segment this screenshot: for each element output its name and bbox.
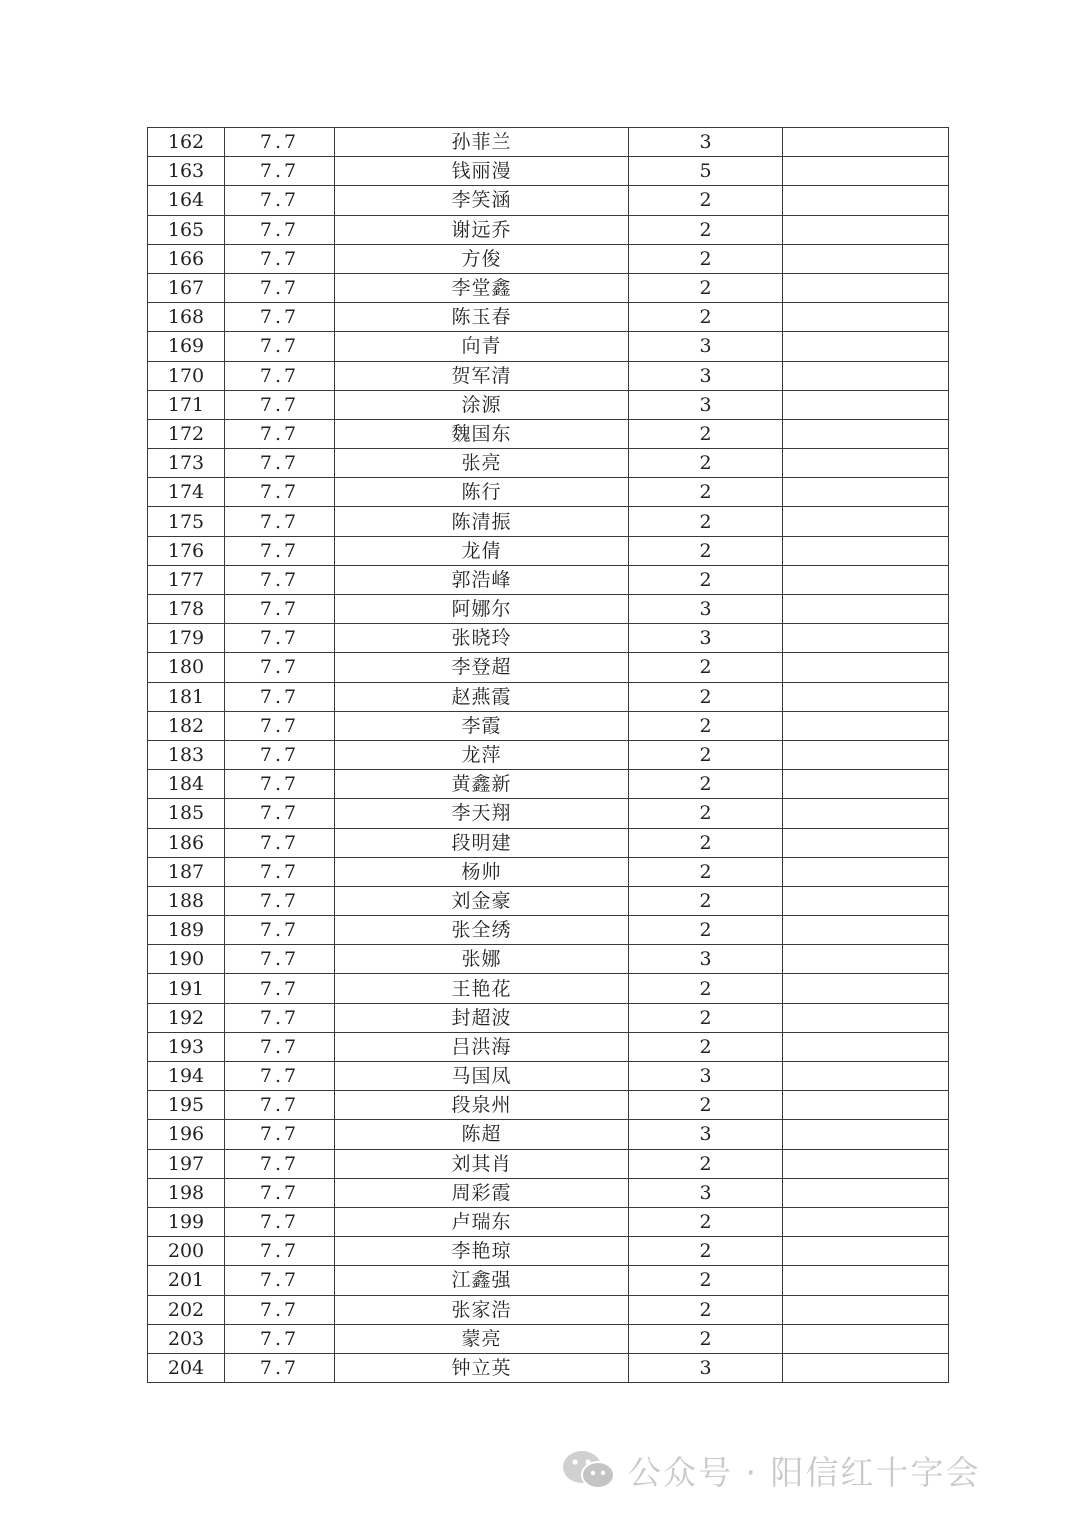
date-cell: 7.7 [225,1207,335,1236]
count-cell: 2 [629,507,783,536]
note-cell [783,565,949,594]
date-cell: 7.7 [225,536,335,565]
note-cell [783,857,949,886]
count-cell: 3 [629,1062,783,1091]
row-number-cell: 168 [148,303,225,332]
note-cell [783,1062,949,1091]
count-cell: 2 [629,1149,783,1178]
row-number-cell: 184 [148,770,225,799]
row-number-cell: 196 [148,1120,225,1149]
name-cell: 李霞 [335,711,629,740]
table-row [148,624,949,653]
count-cell: 2 [629,1207,783,1236]
table-row [148,1207,949,1236]
note-cell [783,303,949,332]
table-row [148,1120,949,1149]
date-cell: 7.7 [225,1295,335,1324]
row-number-cell: 201 [148,1266,225,1295]
name-cell: 刘其肖 [335,1149,629,1178]
count-cell: 2 [629,1003,783,1032]
row-number-cell: 185 [148,799,225,828]
name-cell: 卢瑞东 [335,1207,629,1236]
name-cell: 方俊 [335,244,629,273]
count-cell: 3 [629,945,783,974]
row-number-cell: 177 [148,565,225,594]
date-cell: 7.7 [225,478,335,507]
date-cell: 7.7 [225,740,335,769]
date-cell: 7.7 [225,1353,335,1382]
note-cell [783,1353,949,1382]
date-cell: 7.7 [225,1266,335,1295]
note-cell [783,1032,949,1061]
table-row [148,945,949,974]
note-cell [783,886,949,915]
count-cell: 2 [629,1091,783,1120]
table-row [148,1091,949,1120]
row-number-cell: 190 [148,945,225,974]
count-cell: 2 [629,1295,783,1324]
date-cell: 7.7 [225,186,335,215]
row-number-cell: 165 [148,215,225,244]
count-cell: 3 [629,624,783,653]
table-row [148,886,949,915]
note-cell [783,361,949,390]
name-cell: 贺军清 [335,361,629,390]
row-number-cell: 195 [148,1091,225,1120]
count-cell: 2 [629,886,783,915]
row-number-cell: 194 [148,1062,225,1091]
note-cell [783,945,949,974]
date-cell: 7.7 [225,624,335,653]
date-cell: 7.7 [225,799,335,828]
watermark [560,1445,980,1495]
row-number-cell: 189 [148,916,225,945]
table-row [148,974,949,1003]
note-cell [783,157,949,186]
note-cell [783,1237,949,1266]
date-cell: 7.7 [225,244,335,273]
name-cell: 周彩霞 [335,1178,629,1207]
row-number-cell: 179 [148,624,225,653]
note-cell [783,1295,949,1324]
name-cell: 李笑涵 [335,186,629,215]
name-cell: 蒙亮 [335,1324,629,1353]
name-cell: 谢远乔 [335,215,629,244]
note-cell [783,215,949,244]
table-row [148,332,949,361]
note-cell [783,916,949,945]
row-number-cell: 200 [148,1237,225,1266]
count-cell: 3 [629,332,783,361]
count-cell: 2 [629,828,783,857]
row-number-cell: 182 [148,711,225,740]
row-number-cell: 163 [148,157,225,186]
row-number-cell: 176 [148,536,225,565]
date-cell: 7.7 [225,565,335,594]
count-cell: 2 [629,857,783,886]
count-cell: 3 [629,390,783,419]
name-cell: 龙倩 [335,536,629,565]
note-cell [783,390,949,419]
table-row [148,740,949,769]
date-cell: 7.7 [225,945,335,974]
table-row [148,799,949,828]
name-cell: 江鑫强 [335,1266,629,1295]
date-cell: 7.7 [225,390,335,419]
name-cell: 陈玉春 [335,303,629,332]
table-row [148,1295,949,1324]
date-cell: 7.7 [225,1032,335,1061]
row-number-cell: 173 [148,449,225,478]
name-cell: 李堂鑫 [335,273,629,302]
name-cell: 张娜 [335,945,629,974]
name-cell: 张全绣 [335,916,629,945]
count-cell: 3 [629,1178,783,1207]
count-cell: 2 [629,1324,783,1353]
row-number-cell: 202 [148,1295,225,1324]
row-number-cell: 191 [148,974,225,1003]
count-cell: 2 [629,273,783,302]
date-cell: 7.7 [225,828,335,857]
table-row [148,857,949,886]
count-cell: 2 [629,186,783,215]
date-cell: 7.7 [225,1178,335,1207]
table-row [148,653,949,682]
date-cell: 7.7 [225,1120,335,1149]
table-row [148,507,949,536]
name-cell: 陈清振 [335,507,629,536]
date-cell: 7.7 [225,770,335,799]
table-row [148,1324,949,1353]
note-cell [783,740,949,769]
table-row [148,595,949,624]
name-cell: 李登超 [335,653,629,682]
count-cell: 2 [629,1266,783,1295]
note-cell [783,653,949,682]
table-row [148,186,949,215]
table-row [148,1178,949,1207]
count-cell: 3 [629,1353,783,1382]
row-number-cell: 197 [148,1149,225,1178]
name-cell: 张晓玲 [335,624,629,653]
table-row [148,828,949,857]
date-cell: 7.7 [225,303,335,332]
count-cell: 2 [629,770,783,799]
note-cell [783,1207,949,1236]
row-number-cell: 174 [148,478,225,507]
name-cell: 封超波 [335,1003,629,1032]
note-cell [783,770,949,799]
name-cell: 陈超 [335,1120,629,1149]
note-cell [783,595,949,624]
count-cell: 2 [629,303,783,332]
name-cell: 杨帅 [335,857,629,886]
table-row [148,1266,949,1295]
date-cell: 7.7 [225,332,335,361]
note-cell [783,507,949,536]
name-cell: 段明建 [335,828,629,857]
count-cell: 2 [629,916,783,945]
name-cell: 阿娜尔 [335,595,629,624]
row-number-cell: 180 [148,653,225,682]
table-row [148,128,949,157]
note-cell [783,1178,949,1207]
date-cell: 7.7 [225,682,335,711]
name-cell: 王艳花 [335,974,629,1003]
table-row [148,1237,949,1266]
table-row [148,1003,949,1032]
records-table-body [148,128,949,1383]
table-row [148,157,949,186]
note-cell [783,1149,949,1178]
date-cell: 7.7 [225,916,335,945]
table-row [148,682,949,711]
table-row [148,449,949,478]
date-cell: 7.7 [225,507,335,536]
date-cell: 7.7 [225,886,335,915]
table-row [148,478,949,507]
name-cell: 郭浩峰 [335,565,629,594]
row-number-cell: 183 [148,740,225,769]
count-cell: 3 [629,128,783,157]
date-cell: 7.7 [225,273,335,302]
row-number-cell: 204 [148,1353,225,1382]
wechat-icon [560,1447,618,1493]
table-row [148,215,949,244]
row-number-cell: 172 [148,419,225,448]
count-cell: 3 [629,595,783,624]
table-row [148,1149,949,1178]
count-cell: 2 [629,974,783,1003]
name-cell: 魏国东 [335,419,629,448]
note-cell [783,799,949,828]
table-row [148,303,949,332]
table-row [148,916,949,945]
count-cell: 3 [629,1120,783,1149]
watermark-text: 公众号 · 阳信红十字会 [628,1452,981,1492]
name-cell: 李艳琼 [335,1237,629,1266]
name-cell: 段泉州 [335,1091,629,1120]
note-cell [783,536,949,565]
row-number-cell: 199 [148,1207,225,1236]
row-number-cell: 166 [148,244,225,273]
name-cell: 向青 [335,332,629,361]
records-table [147,127,949,1383]
count-cell: 2 [629,1032,783,1061]
count-cell: 2 [629,711,783,740]
count-cell: 2 [629,449,783,478]
count-cell: 2 [629,244,783,273]
note-cell [783,128,949,157]
table-row [148,565,949,594]
name-cell: 陈行 [335,478,629,507]
note-cell [783,682,949,711]
name-cell: 涂源 [335,390,629,419]
row-number-cell: 162 [148,128,225,157]
row-number-cell: 193 [148,1032,225,1061]
date-cell: 7.7 [225,215,335,244]
count-cell: 2 [629,419,783,448]
row-number-cell: 198 [148,1178,225,1207]
note-cell [783,244,949,273]
note-cell [783,449,949,478]
name-cell: 李天翔 [335,799,629,828]
row-number-cell: 187 [148,857,225,886]
note-cell [783,828,949,857]
count-cell: 2 [629,565,783,594]
date-cell: 7.7 [225,1003,335,1032]
note-cell [783,1324,949,1353]
table-row [148,1353,949,1382]
row-number-cell: 175 [148,507,225,536]
row-number-cell: 164 [148,186,225,215]
name-cell: 黄鑫新 [335,770,629,799]
date-cell: 7.7 [225,419,335,448]
date-cell: 7.7 [225,1062,335,1091]
row-number-cell: 171 [148,390,225,419]
table-row [148,770,949,799]
name-cell: 马国凤 [335,1062,629,1091]
count-cell: 5 [629,157,783,186]
row-number-cell: 203 [148,1324,225,1353]
table-row [148,711,949,740]
date-cell: 7.7 [225,974,335,1003]
note-cell [783,419,949,448]
note-cell [783,273,949,302]
row-number-cell: 167 [148,273,225,302]
table-row [148,244,949,273]
table-row [148,361,949,390]
date-cell: 7.7 [225,1237,335,1266]
name-cell: 钱丽漫 [335,157,629,186]
date-cell: 7.7 [225,857,335,886]
note-cell [783,332,949,361]
count-cell: 2 [629,478,783,507]
count-cell: 2 [629,682,783,711]
row-number-cell: 186 [148,828,225,857]
name-cell: 张亮 [335,449,629,478]
row-number-cell: 169 [148,332,225,361]
row-number-cell: 192 [148,1003,225,1032]
note-cell [783,711,949,740]
table-row [148,390,949,419]
note-cell [783,1091,949,1120]
date-cell: 7.7 [225,1324,335,1353]
row-number-cell: 178 [148,595,225,624]
row-number-cell: 181 [148,682,225,711]
note-cell [783,186,949,215]
note-cell [783,1120,949,1149]
date-cell: 7.7 [225,157,335,186]
table-row [148,1062,949,1091]
count-cell: 2 [629,653,783,682]
name-cell: 张家浩 [335,1295,629,1324]
name-cell: 龙萍 [335,740,629,769]
count-cell: 2 [629,1237,783,1266]
row-number-cell: 188 [148,886,225,915]
date-cell: 7.7 [225,128,335,157]
name-cell: 刘金豪 [335,886,629,915]
name-cell: 赵燕霞 [335,682,629,711]
table-row [148,536,949,565]
note-cell [783,478,949,507]
count-cell: 2 [629,799,783,828]
name-cell: 钟立英 [335,1353,629,1382]
note-cell [783,1003,949,1032]
note-cell [783,974,949,1003]
count-cell: 2 [629,215,783,244]
count-cell: 2 [629,740,783,769]
count-cell: 2 [629,536,783,565]
date-cell: 7.7 [225,1149,335,1178]
date-cell: 7.7 [225,711,335,740]
name-cell: 吕洪海 [335,1032,629,1061]
row-number-cell: 170 [148,361,225,390]
table-row [148,419,949,448]
date-cell: 7.7 [225,595,335,624]
note-cell [783,1266,949,1295]
count-cell: 3 [629,361,783,390]
date-cell: 7.7 [225,361,335,390]
date-cell: 7.7 [225,653,335,682]
date-cell: 7.7 [225,449,335,478]
date-cell: 7.7 [225,1091,335,1120]
name-cell: 孙菲兰 [335,128,629,157]
note-cell [783,624,949,653]
table-row [148,273,949,302]
table-row [148,1032,949,1061]
